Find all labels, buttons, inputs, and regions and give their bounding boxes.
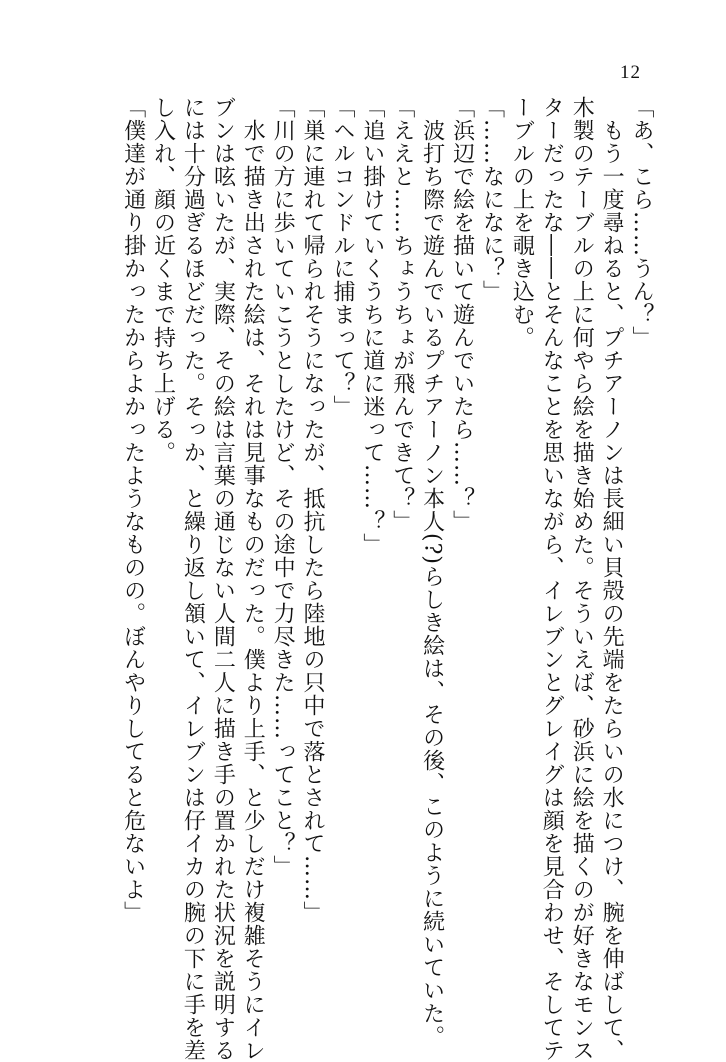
- text-line: 「巣に連れて帰られそうになったが、抵抗したら陸地の只中で落とされて……」: [300, 96, 326, 924]
- text-line: には十分過ぎるほどだった。そっか、と繰り返し頷いて、イレブンは仔イカの腕の下に手を差: [180, 96, 206, 1062]
- text-line: 「浜辺で絵を描いて遊んでいたら……？」: [449, 96, 475, 533]
- text-line: し入れ、顔の近くまで持ち上げる。: [150, 96, 176, 464]
- text-line: 水で描き出された絵は、それは見事なものだった。僕より上手、と少しだけ複雑そうにイレ: [240, 96, 266, 1062]
- text-line: 「追い掛けていくうちに道に迷って……？」: [359, 96, 385, 556]
- text-line: 「川の方に歩いていこうとしたけど、その途中で力尽きた……ってこと？」: [270, 96, 296, 878]
- text-line: ーブルの上を覗き込む。: [509, 96, 535, 349]
- text-line: 「あ、こら……うん？」: [629, 96, 654, 349]
- text-line: 「僕達が通り掛かったからよかったようなものの。ぼんやりしてると危ないよ」: [120, 96, 146, 924]
- text-line: ブンは呟いたが、実際、その絵は言葉の通じない人間二人に描き手の置かれた状況を説明する: [210, 96, 236, 1062]
- vertical-text-body: [118, 96, 656, 1062]
- text-line: ターだったな――とそんなことを思いながら、イレブンとグレイグは顔を見合わせ、そしてテ: [539, 96, 565, 1062]
- text-line: 「……なになに？」: [479, 96, 505, 303]
- text-line: 波打ち際で遊んでいるプチアーノン本人(?)らしき絵は、その後、このように続いていた。: [419, 96, 445, 1048]
- text-line: 木製のテーブルの上に何やら絵を描き始めた。そういえば、砂浜に絵を描くのが好きなモンス: [569, 96, 595, 1062]
- page-number: 12: [620, 62, 641, 83]
- text-line: 「ええと……ちょうちょが飛んできて？」: [389, 96, 415, 533]
- text-line: 「ヘルコンドルに捕まって？」: [329, 96, 355, 418]
- text-line: もう一度尋ねると、プチアーノンは長細い貝殻の先端をたらいの水につけ、腕を伸ばして、: [599, 96, 625, 1062]
